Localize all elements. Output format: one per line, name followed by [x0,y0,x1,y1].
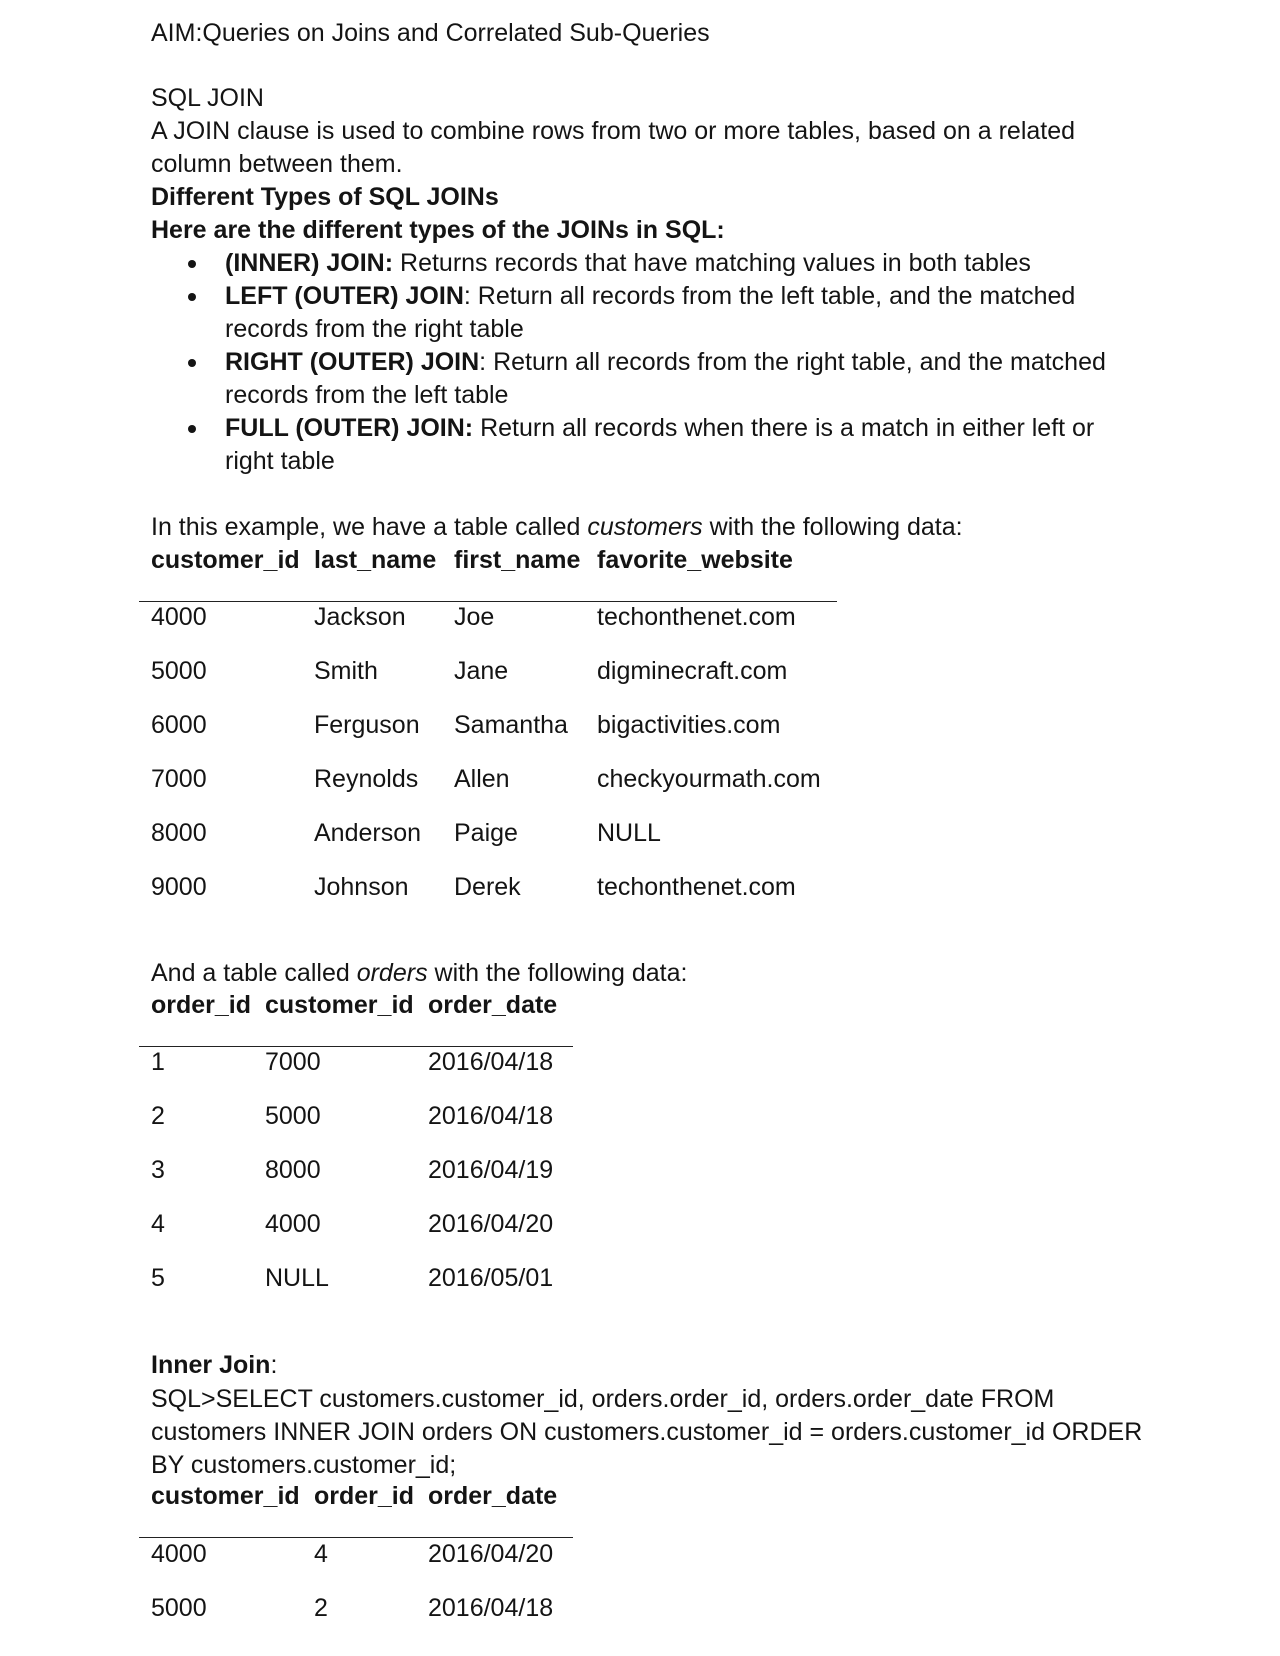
column-header: first_name [454,546,581,574]
table-cell: 4000 [265,1210,321,1238]
table-cell: Allen [454,765,510,793]
bullet-icon [188,359,196,367]
orders-intro [151,957,687,990]
table-cell: 4000 [151,603,207,631]
table-cell: 5000 [151,657,207,685]
table-cell: Ferguson [314,711,420,739]
table-cell: NULL [597,819,661,847]
query-line-1: SQL>SELECT customers.customer_id, orders.order_id, orders.order_date FROM [151,1385,1055,1413]
table-cell: techonthenet.com [597,603,796,631]
intro-text-line-1: A JOIN clause is used to combine rows from two or more tables, based on a related [151,117,1076,145]
column-header: order_date [428,1482,558,1510]
table-cell: 2016/05/01 [428,1264,554,1292]
join-term: RIGHT (OUTER) JOIN [225,348,480,376]
join-description: : Return all records from the right table, and the matched [479,348,1106,376]
query-line-3: BY customers.customer_id; [151,1451,457,1479]
table-cell: Johnson [314,873,409,901]
table-cell: 9000 [151,873,207,901]
column-header: order_id [314,1482,415,1510]
bullet-line-2: records from the right table [225,315,524,343]
table-cell: 8000 [151,819,207,847]
bullet-icon [188,293,196,301]
table-cell: 7000 [265,1048,321,1076]
table-cell: checkyourmath.com [597,765,821,793]
table-cell: Smith [314,657,378,685]
bullet-line-1 [225,247,1031,280]
query-line-2: customers INNER JOIN orders ON customers.customer_id = orders.customer_id ORDER [151,1418,1143,1446]
table-cell: techonthenet.com [597,873,796,901]
table-cell: Joe [454,603,495,631]
table-cell: 4 [314,1540,328,1568]
join-term: (INNER) JOIN: [225,249,394,277]
bullet-line-2: records from the left table [225,381,509,409]
table-cell: Anderson [314,819,422,847]
join-description: : Return all records from the left table, and the matched [463,282,1076,310]
table-cell: bigactivities.com [597,711,781,739]
table-cell: 3 [151,1156,165,1184]
bullet-icon [188,425,196,433]
page-title: AIM:Queries on Joins and Correlated Sub-Queries [151,19,710,47]
bullet-line-2: right table [225,447,335,475]
sql-join-heading: SQL JOIN [151,84,264,112]
intro-text-line-2: column between them. [151,150,403,178]
bullet-icon [188,260,196,268]
table-cell: 2016/04/18 [428,1594,554,1622]
table-cell: 5000 [151,1594,207,1622]
table-cell: 8000 [265,1156,321,1184]
column-header: order_date [428,991,558,1019]
header-divider [139,1537,573,1538]
table-cell: 2016/04/18 [428,1102,554,1130]
table-cell: 2016/04/19 [428,1156,554,1184]
join-term: FULL (OUTER) JOIN: [225,414,474,442]
table-cell: Paige [454,819,518,847]
column-header: customer_id [151,546,300,574]
orders-table-name: orders [356,959,428,987]
customers-intro-post: with the following data: [702,513,963,541]
table-cell: 4000 [151,1540,207,1568]
table-cell: 1 [151,1048,165,1076]
join-description: Returns records that have matching values in both tables [393,249,1031,277]
bullet-line-1 [225,280,1075,313]
column-header: last_name [314,546,437,574]
table-cell: Jane [454,657,509,685]
bullet-line-1 [225,346,1106,379]
table-cell: 2016/04/18 [428,1048,554,1076]
customers-intro [151,511,963,544]
table-cell: 2 [151,1102,165,1130]
column-header: customer_id [265,991,414,1019]
orders-intro-post: with the following data: [427,959,688,987]
table-cell: 2016/04/20 [428,1210,554,1238]
table-cell: 5000 [265,1102,321,1130]
table-cell: 7000 [151,765,207,793]
table-cell: 6000 [151,711,207,739]
column-header: favorite_website [597,546,793,574]
table-cell: 2016/04/20 [428,1540,554,1568]
types-intro: Here are the different types of the JOINs in SQL: [151,216,725,244]
customers-intro-pre: In this example, we have a table called [151,513,588,541]
table-cell: 5 [151,1264,165,1292]
table-cell: digminecraft.com [597,657,788,685]
column-header: customer_id [151,1482,300,1510]
customers-table-name: customers [587,513,703,541]
table-cell: 4 [151,1210,165,1238]
join-description: Return all records when there is a match in either left or [473,414,1095,442]
table-cell: Jackson [314,603,406,631]
column-header: order_id [151,991,252,1019]
table-cell: Reynolds [314,765,419,793]
bullet-line-1 [225,412,1094,445]
inner-join-heading [151,1349,277,1382]
table-cell: Derek [454,873,521,901]
inner-join-colon: : [270,1351,278,1379]
join-term: LEFT (OUTER) JOIN [225,282,464,310]
orders-intro-pre: And a table called [151,959,357,987]
inner-join-label: Inner Join [151,1351,271,1379]
types-heading: Different Types of SQL JOINs [151,183,499,211]
table-cell: NULL [265,1264,329,1292]
table-cell: 2 [314,1594,328,1622]
table-cell: Samantha [454,711,568,739]
